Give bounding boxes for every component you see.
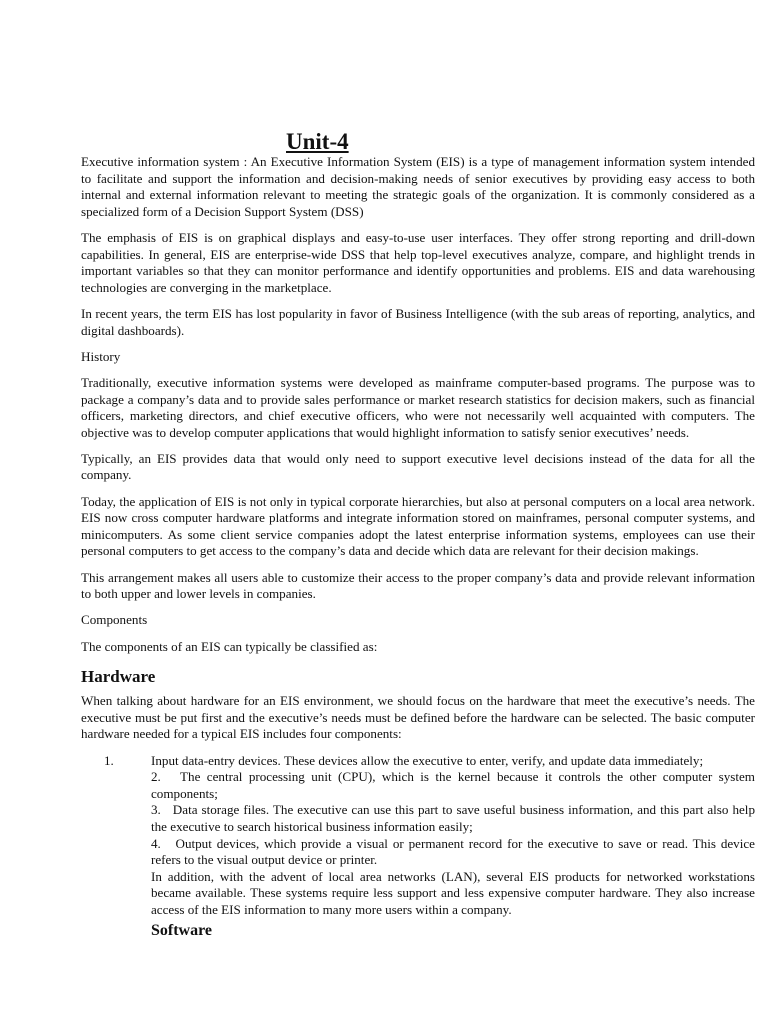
paragraph-today: Today, the application of EIS is not only in typical corporate hierarchies, but also at personal computers on a local area network. EIS now cross computer hardware platforms and integrate information stored on mainframes, personal computer systems, and minicomputers. As some client service companies adopt the latest enterprise information systems, employees can use their personal computers to get access to the company’s data and decide which data are relevant for their decision makings. [81,493,755,559]
paragraph-hardware: When talking about hardware for an EIS environment, we should focus on the hardware that meet the executive’s needs. The executive must be put first and the executive’s needs must be defined before the hardware can be selected. The basic computer hardware needed for a typical EIS includes four components: [81,693,755,742]
list-item-body [151,753,755,941]
paragraph-eis-emphasis: The emphasis of EIS is on graphical displays and easy-to-use user interfaces. They offer strong reporting and drill-down capabilities. In general, EIS are enterprise-wide DSS that help top-level executives analyze, compare, and highlight trends in important variables so that they can monitor performance and identify opportunities and problems. EIS and data warehousing technologies are converging in the marketplace. [81,229,755,295]
paragraph-arrangement: This arrangement makes all users able to customize their access to the proper company’s data and provide relevant information to both upper and lower levels in companies. [81,569,755,602]
section-heading-software: Software [151,921,213,939]
list-item-lan: In addition, with the advent of local area networks (LAN), several EIS products for networked workstations became available. These systems require less support and less expensive computer hardware. They also increase access of the EIS information to many more users within a company. [151,868,755,917]
section-heading-hardware: Hardware [81,667,156,687]
list-item-output-devices: 4. Output devices, which provide a visual or permanent record for the executive to save or read. This device refers to the visual output device or printer. [151,835,755,868]
list-item-cpu: 2. The central processing unit (CPU), which is the kernel because it controls the other computer system components; [151,769,755,801]
list-item-input-devices: Input data-entry devices. These devices allow the executive to enter, verify, and update data immediately; [151,752,704,768]
list-item-number: 1. [104,752,114,768]
paragraph-components-intro: The components of an EIS can typically be classified as: [81,638,378,654]
section-label-history: History [81,348,121,364]
section-label-components: Components [81,612,148,628]
hardware-components-list [81,753,755,941]
paragraph-recent-years: In recent years, the term EIS has lost popularity in favor of Business Intelligence (with the sub areas of reporting, analytics, and digital dashboards). [81,305,755,338]
paragraph-typically: Typically, an EIS provides data that would only need to support executive level decisions instead of the data for all the company. [81,450,755,483]
page-title: Unit-4 [286,129,349,154]
document-body [81,154,755,941]
paragraph-eis-definition: Executive information system : An Executive Information System (EIS) is a type of management information system intended to facilitate and support the information and decision-making needs of senior executives by providing easy access to both internal and external information relevant to meeting the strategic goals of the organization. It is commonly considered as a specialized form of a Decision Support System (DSS) [81,154,755,219]
paragraph-history: Traditionally, executive information systems were developed as mainframe computer-based programs. The purpose was to package a company’s data and to provide sales performance or market research statistics for decision makers, such as financial officers, marketing directors, and chief executive officers, who were not necessarily well acquainted with computers. The objective was to develop computer applications that would highlight information to satisfy senior executives’ needs. [81,374,755,440]
list-item-storage: 3. Data storage files. The executive can use this part to save useful business information, and this part also help the executive to search historical business information easily; [151,802,755,834]
